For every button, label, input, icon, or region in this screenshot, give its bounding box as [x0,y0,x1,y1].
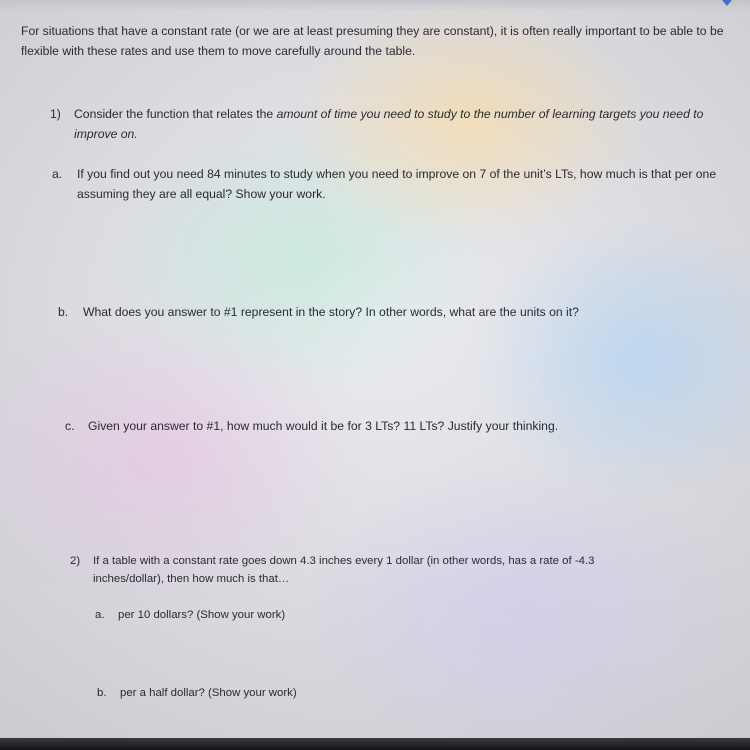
question-1c-text: Given your answer to #1, how much would it be for 3 LTs? 11 LTs? Justify your thinking. [88,419,559,433]
question-2a-text: per 10 dollars? (Show your work) [118,609,286,621]
intro-paragraph: For situations that have a constant rate (or we are at least presuming they are constant), it is often really important to be able to be flexible with these rates and use them to move carefully around the table. [21,24,724,58]
question-2a-label: a. [95,609,105,621]
question-1a-text: If you find out you need 84 minutes to study when you need to improve on 7 of the unit’s LTs, how much is that per one assuming they are all equal? Show your work. [77,167,717,201]
question-2b-text: per a half dollar? (Show your work) [120,687,297,699]
bottom-edge [0,738,750,750]
question-1a-label: a. [52,167,63,181]
question-1b-text: What does you answer to #1 represent in the story? In other words, what are the units on it? [83,305,579,319]
question-1c-label: c. [65,419,75,433]
top-edge [0,0,750,12]
question-1-text-italic: amount of time you need to study to the number of learning targets you need to improve on. [74,107,704,141]
question-1-number: 1) [50,107,61,121]
question-1-text-plain: Consider the function that relates the [74,107,277,121]
question-2b-label: b. [97,687,107,699]
question-2-text: If a table with a constant rate goes down 4.3 inches every 1 dollar (in other words, has a rate of -4.3 inches/dollar), then how much is that… [93,555,595,585]
question-2-number: 2) [70,555,81,567]
question-1b-label: b. [58,305,69,319]
scroll-down-arrow-icon[interactable] [722,0,732,6]
question-1-text [74,104,742,144]
